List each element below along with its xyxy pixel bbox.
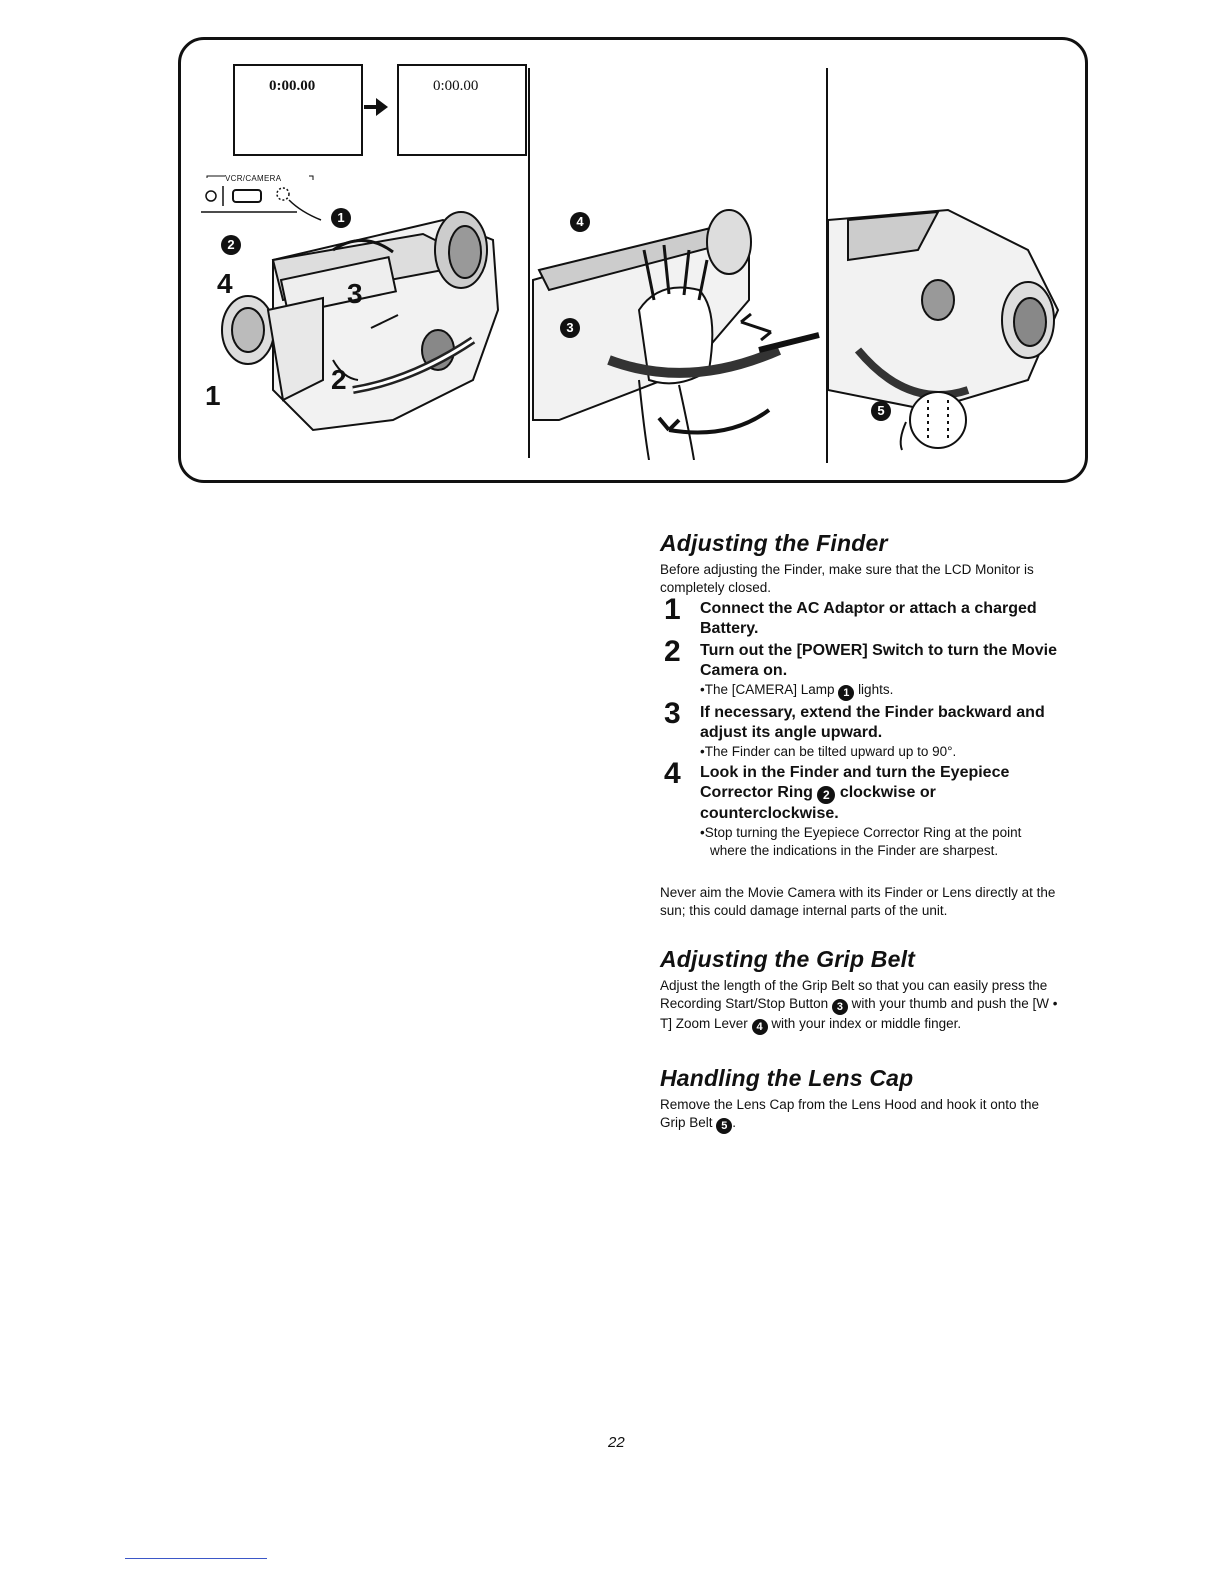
lcd-time-before: 0:00.00 — [269, 78, 316, 94]
callout-grip-belt: 5 — [871, 401, 891, 421]
vcr-camera-label: VCR/CAMERA — [225, 174, 282, 183]
callout-camera-lamp: 1 — [838, 685, 854, 701]
lens-cap-text — [660, 1096, 1060, 1134]
lens-cap-illustration — [828, 190, 1080, 460]
instruction-text: clockwise or counterclockwise. — [700, 784, 936, 822]
page-number: 22 — [608, 1434, 625, 1451]
callout-grip-belt: 5 — [716, 1118, 732, 1134]
step-instruction — [700, 763, 1060, 824]
lens-text-part: Remove the Lens Cap from the Lens Hood and hook it onto the Grip Belt — [660, 1097, 1039, 1130]
footer-rule — [125, 1558, 267, 1559]
lens-text-part: . — [732, 1115, 737, 1130]
callout-zoom-lever: 4 — [570, 212, 590, 232]
callout-camera-lamp: 1 — [331, 208, 351, 228]
figure-step-1: 1 — [205, 380, 221, 411]
note-text: Stop turning the Eyepiece Corrector Ring at the point where the indications in the Finder are sharpest. — [704, 825, 1022, 858]
callout-rec-button: 3 — [560, 318, 580, 338]
camcorder-finder-illustration — [193, 190, 513, 440]
figure-step-2: 2 — [331, 364, 347, 395]
grip-text-part: Adjust the length of the Grip Belt so that you can easily press the Recording Start/Stop Button — [660, 978, 1048, 1011]
step-instruction: Connect the AC Adaptor or attach a charged Battery. — [700, 600, 1037, 637]
step-number: 2 — [664, 635, 681, 668]
finder-step-2 — [660, 635, 1060, 701]
grip-text-part: with your thumb and push the [W • T] Zoom Lever — [660, 996, 1058, 1031]
note-text: The [CAMERA] Lamp — [704, 682, 835, 697]
instructions-column — [660, 530, 1060, 1134]
finder-section-title: Adjusting the Finder — [660, 530, 888, 556]
finder-step-1 — [660, 593, 1060, 639]
grip-text — [660, 977, 1060, 1035]
finder-intro: Before adjusting the Finder, make sure that the LCD Monitor is completely closed. — [660, 562, 1034, 595]
finder-display-before — [233, 64, 363, 156]
finder-step-4 — [660, 757, 1060, 860]
finder-display-after — [397, 64, 527, 156]
figure-step-4: 4 — [217, 268, 233, 299]
instruction-text: Look in the Finder and turn the Eyepiece Corrector Ring — [700, 764, 1010, 801]
lens-cap-section-title: Handling the Lens Cap — [660, 1065, 914, 1091]
grip-text-part: with your index or middle finger. — [771, 1016, 962, 1031]
arrow-right-icon — [362, 96, 390, 118]
note-text: The Finder can be tilted upward up to 90°. — [704, 744, 957, 759]
step-number: 3 — [664, 697, 681, 730]
callout-eyepiece-ring: 2 — [817, 786, 835, 804]
callout-zoom-lever: 4 — [752, 1019, 768, 1035]
lcd-time-after: 0:00.00 — [433, 78, 479, 94]
step-note: •The [CAMERA] Lamp 1 lights. — [700, 682, 894, 699]
callout-rec-button: 3 — [832, 999, 848, 1015]
step-note: •Stop turning the Eyepiece Corrector Ring at the point where the indications in the Finder are sharpest. — [700, 825, 1022, 858]
step-number: 4 — [664, 757, 681, 790]
callout-eyepiece-ring: 2 — [221, 235, 241, 255]
note-text: lights. — [858, 682, 894, 697]
sun-caution: Never aim the Movie Camera with its Finder or Lens directly at the sun; this could damage internal parts of the unit. — [660, 885, 1056, 918]
illustration-frame — [178, 37, 1088, 483]
panel-divider — [826, 68, 828, 463]
figure-step-3: 3 — [347, 278, 363, 309]
step-note: •The Finder can be tilted upward up to 90°. — [700, 744, 957, 759]
step-instruction: If necessary, extend the Finder backward and adjust its angle upward. — [700, 704, 1045, 741]
finder-step-3 — [660, 697, 1060, 761]
grip-section-title: Adjusting the Grip Belt — [660, 946, 916, 972]
step-instruction: Turn out the [POWER] Switch to turn the Movie Camera on. — [700, 642, 1058, 679]
step-number: 1 — [664, 593, 681, 626]
panel-divider — [528, 68, 530, 458]
